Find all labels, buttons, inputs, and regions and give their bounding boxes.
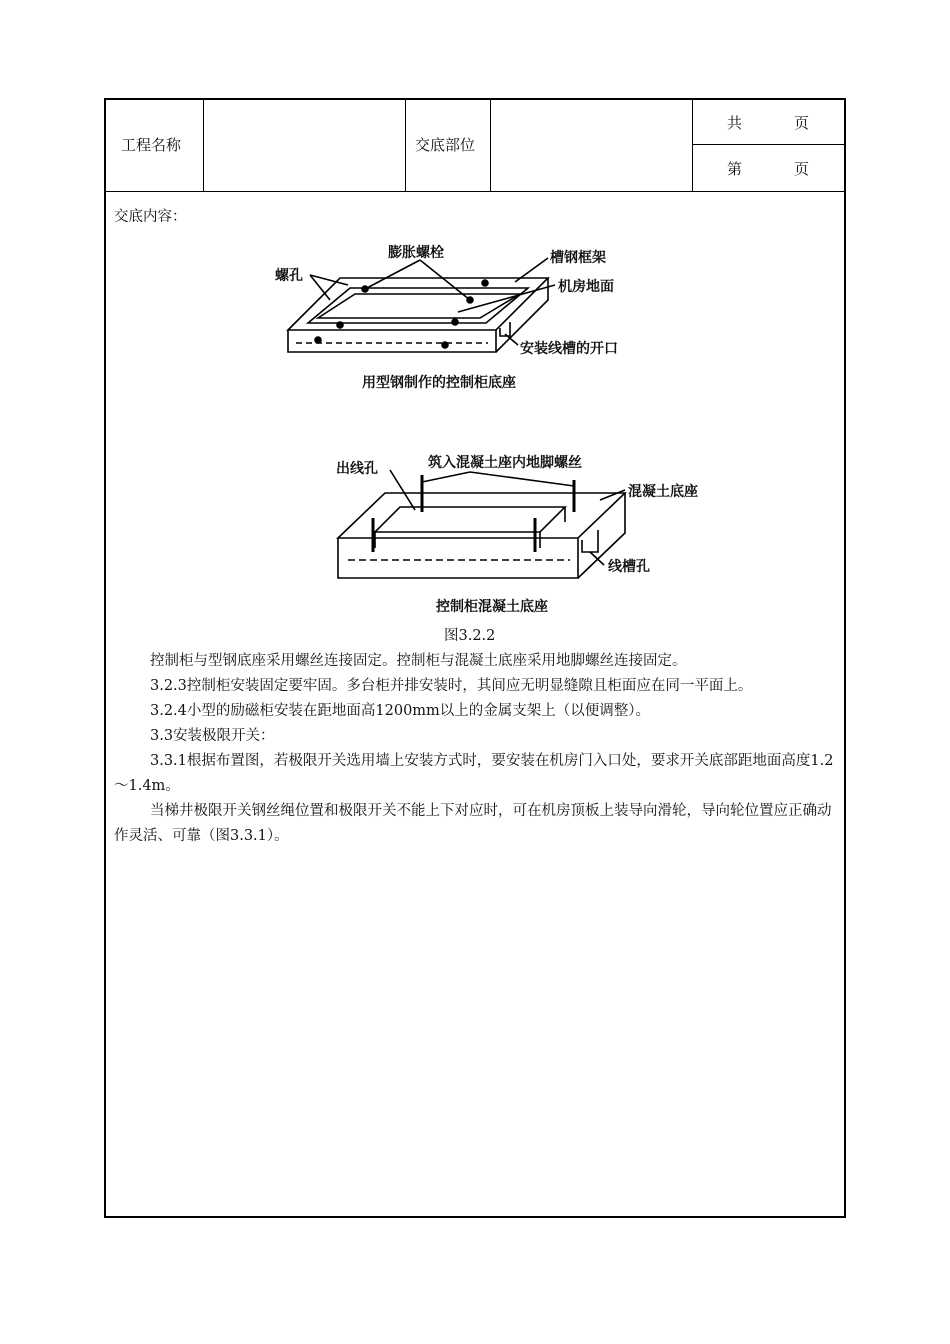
paragraph-2: 3.2.3控制柜安装固定要牢固。多台柜并排安装时，其间应无明显缝隙且柜面应在同一平面上。 — [150, 678, 753, 694]
content-heading: 交底内容： — [114, 209, 187, 225]
page-count-divider — [692, 144, 846, 145]
label-expansion-bolt: 膨胀螺栓 — [388, 245, 444, 261]
total-pages-label-ye: 页 — [794, 114, 810, 132]
figure-number: 图3.2.2 — [444, 628, 496, 644]
total-pages-label-gong: 共 — [727, 114, 743, 132]
label-screw-hole: 螺孔 — [275, 268, 303, 284]
body-text — [114, 649, 836, 849]
label-anchor-bolt: 筑入混凝土座内地脚螺丝 — [428, 455, 582, 471]
paragraph-4: 3.3安装极限开关： — [150, 728, 275, 744]
page-no-label-di: 第 — [727, 160, 743, 178]
paragraph-5: 3.3.1根据布置图，若极限开关选用墙上安装方式时，要安装在机房门入口处，要求开关底部距地面高度1.2～1.4m。 — [114, 753, 834, 794]
paragraph-6: 当梯井极限开关钢丝绳位置和极限开关不能上下对应时，可在机房顶板上装导向滑轮，导向轮位置应正确动作灵活、可靠（图3.3.1）。 — [114, 803, 832, 844]
paragraph-1: 控制柜与型钢底座采用螺丝连接固定。控制柜与混凝土底座采用地脚螺丝连接固定。 — [150, 653, 687, 669]
label-trunking-opening: 安装线槽的开口 — [520, 341, 618, 357]
caption-concrete-base: 控制柜混凝土底座 — [436, 599, 548, 615]
page-no-label-ye: 页 — [794, 160, 810, 178]
header-divider-3 — [490, 98, 491, 192]
header-divider-2 — [405, 98, 406, 192]
header-divider-1 — [203, 98, 204, 192]
header-divider-4 — [692, 98, 693, 192]
header-bottom-line — [104, 191, 846, 192]
label-concrete-base: 混凝土底座 — [628, 484, 698, 500]
paragraph-3: 3.2.4小型的励磁柜安装在距地面高1200mm以上的金属支架上（以便调整）。 — [150, 703, 651, 719]
location-label: 交底部位 — [415, 136, 476, 154]
label-channel-frame: 槽钢框架 — [550, 250, 606, 266]
label-outlet-hole: 出线孔 — [336, 461, 378, 477]
caption-steel-base: 用型钢制作的控制柜底座 — [362, 375, 516, 391]
label-trunking-hole: 线槽孔 — [608, 559, 650, 575]
project-name-label: 工程名称 — [121, 136, 182, 154]
label-machine-room-floor: 机房地面 — [558, 279, 614, 295]
